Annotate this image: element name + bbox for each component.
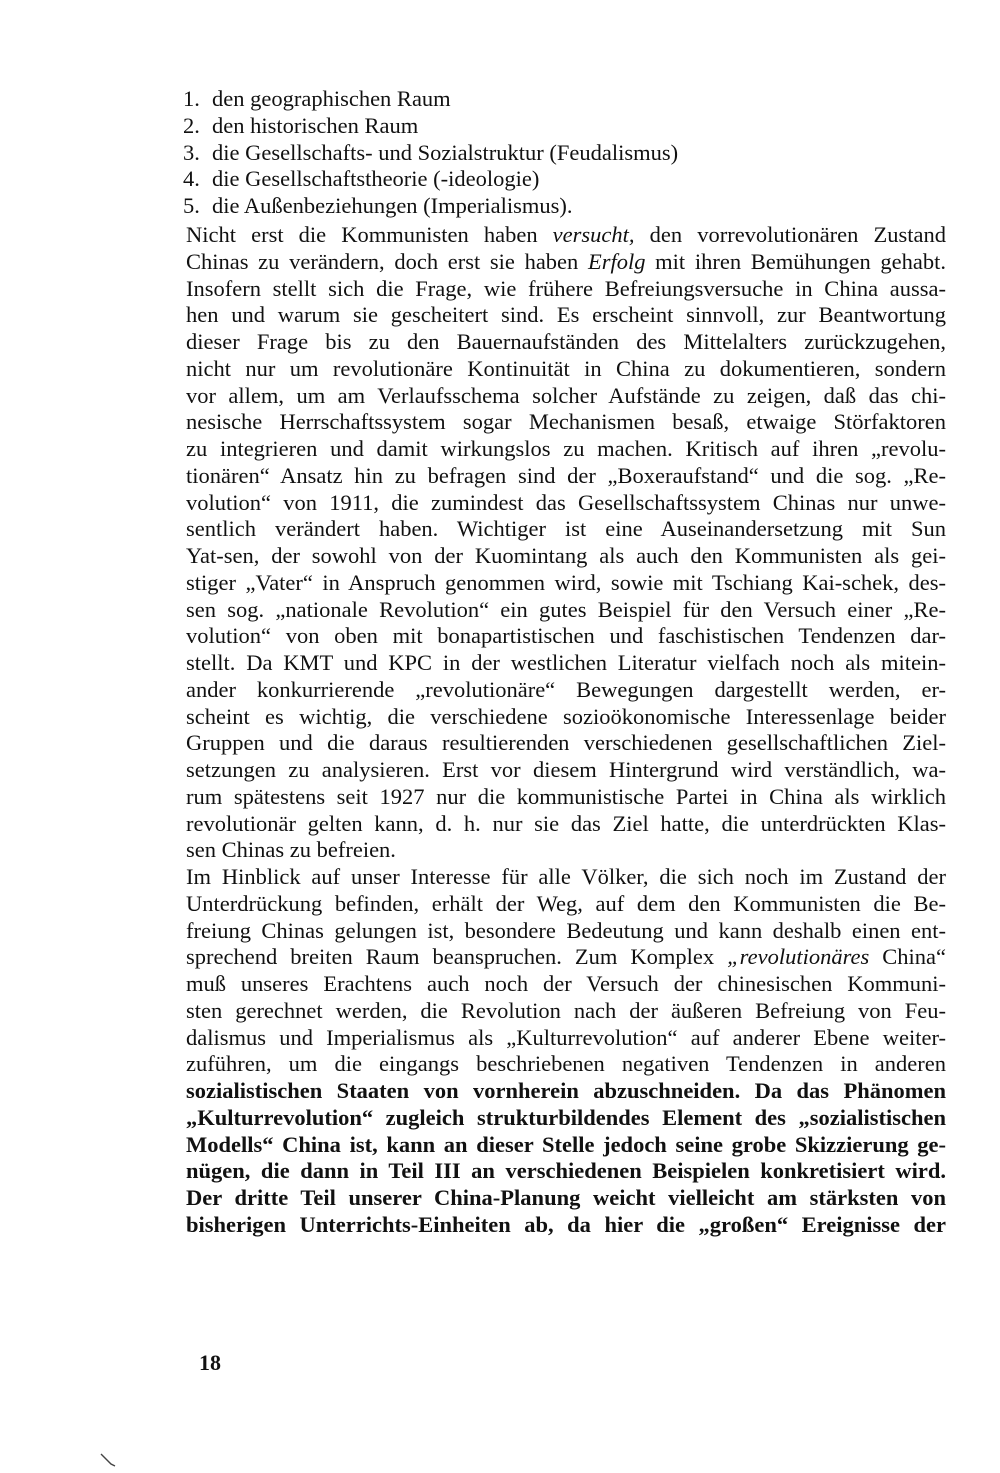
text-line: Gruppen und die daraus resultierenden verschiedenen gesellschaftlichen Ziel-	[186, 730, 946, 756]
text-segment: Nicht erst die Kommunisten haben	[186, 222, 553, 247]
list-text: die Gesellschaftstheorie (-ideologie)	[212, 166, 540, 192]
text-line: ander konkurrierende „revolutionäre“ Bewegungen dargestellt werden, er-	[186, 676, 946, 702]
text-line: rum spätestens seit 1927 nur die kommunistische Partei in China als wirklich	[186, 783, 946, 809]
emphasis-text: Erfolg	[587, 248, 646, 274]
text-line: volution“ von 1911, die zumindest das Gesellschaftssystem Chinas nur unwe-	[186, 489, 946, 515]
text-line: muß unseres Erachtens auch noch der Versuch der chinesischen Kommuni-	[186, 971, 946, 996]
text-line: stiger „Vater“ in Anspruch genommen wird, sowie mit Tschiang Kai-schek, des-	[186, 569, 946, 595]
text-line: sen sog. „nationale Revolution“ ein gutes Beispiel für den Versuch einer „Re-	[186, 596, 946, 622]
text-line: bisherigen Unterrichts-Einheiten ab, da hier die „großen“ Ereignisse der	[186, 1211, 946, 1237]
list-text: die Gesellschafts- und Sozialstruktur (Feudalismus)	[212, 139, 679, 165]
list-text: den geographischen Raum	[212, 86, 451, 111]
list-item	[183, 193, 883, 220]
text-line: freiung Chinas gelungen ist, besondere Bedeutung und kann deshalb einen ent-	[186, 917, 946, 943]
text-segment: sprechend breiten Raum beanspruchen. Zum Komplex	[186, 944, 728, 970]
text-line: setzungen zu analysieren. Erst vor diesem Hintergrund wird verständlich, wa-	[186, 757, 946, 782]
text-line: nügen, die dann in Teil III an verschiedenen Beispielen konkretisiert wird.	[186, 1158, 946, 1184]
list-text: den historischen Raum	[212, 112, 419, 138]
text-line: „Kulturrevolution“ zugleich strukturbildendes Element des „sozialistischen	[186, 1104, 946, 1130]
list-number: 1.	[183, 86, 200, 111]
text-segment: den vorrevolutionären Zustand	[634, 222, 946, 247]
text-line: zuführen, um die eingangs beschriebenen negativen Tendenzen in anderen	[186, 1051, 946, 1077]
text-line: hen und warum sie gescheitert sind. Es erscheint sinnvoll, zur Beantwortung	[186, 302, 946, 328]
emphasis-text: versucht,	[552, 222, 635, 247]
text-line: zu integrieren und damit wirkungslos zu machen. Kritisch auf ihren „revolu-	[186, 436, 946, 461]
topic-list	[183, 86, 883, 220]
text-line: sentlich verändert haben. Wichtiger ist eine Auseinandersetzung mit Sun	[186, 516, 946, 542]
body-text	[186, 222, 946, 1239]
text-line: Der dritte Teil unserer China-Planung weicht vielleicht am stärksten von	[186, 1185, 946, 1210]
text-line: Insofern stellt sich die Frage, wie frühere Befreiungsversuche in China aussa-	[186, 275, 946, 301]
text-line: revolutionär gelten kann, d. h. nur sie das Ziel hatte, die unterdrückten Klas-	[186, 810, 946, 836]
text-line: sten gerechnet werden, die Revolution nach der äußeren Befreiung von Feu-	[186, 997, 946, 1023]
text-segment: Chinas zu verändern, doch erst sie haben	[186, 248, 588, 274]
text-line: nicht nur um revolutionäre Kontinuität in China zu dokumentieren, sondern	[186, 355, 946, 381]
text-line: sen Chinas zu befreien.	[186, 837, 396, 863]
text-line: scheint es wichtig, die verschiedene sozioökonomische Interessenlage beider	[186, 703, 946, 729]
text-line: Unterdrückung befinden, erhält der Weg, auf dem den Kommunisten die Be-	[186, 890, 946, 916]
list-item	[183, 140, 883, 167]
list-number: 5.	[183, 193, 200, 219]
text-line: volution“ von oben mit bonapartistischen und faschistischen Tendenzen dar-	[186, 623, 946, 649]
text-line: Im Hinblick auf unser Interesse für alle Völker, die sich noch im Zustand der	[186, 864, 946, 889]
list-item	[183, 166, 883, 193]
list-text: die Außenbeziehungen (Imperialismus).	[212, 193, 573, 219]
list-item	[183, 113, 883, 140]
text-line: vor allem, um am Verlaufsschema solcher Aufstände zu zeigen, daß das chi-	[186, 382, 946, 408]
text-line	[186, 944, 946, 971]
page-number: 18	[199, 1350, 221, 1375]
list-item	[183, 86, 883, 113]
text-segment: China“	[869, 944, 946, 970]
scan-artifact-mark	[100, 1453, 116, 1467]
text-line: Modells“ China ist, kann an dieser Stelle jedoch seine grobe Skizzierung ge-	[186, 1131, 946, 1157]
text-segment: mit ihren Bemühungen gehabt.	[645, 248, 946, 274]
text-line: stellt. Da KMT und KPC in der westlichen Literatur vielfach noch als mitein-	[186, 650, 946, 675]
text-line: tionären“ Ansatz hin zu befragen sind der „Boxeraufstand“ und die sog. „Re-	[186, 462, 946, 488]
text-line	[186, 249, 946, 276]
text-line: sozialistischen Staaten von vornherein abzuschneiden. Da das Phänomen	[186, 1078, 946, 1103]
text-line	[186, 222, 946, 249]
text-line: Yat-sen, der sowohl von der Kuomintang als auch den Kommunisten als gei-	[186, 543, 946, 568]
emphasis-text: „revolutionäres	[727, 944, 870, 970]
text-line: dieser Frage bis zu den Bauernaufständen des Mittelalters zurückzugehen,	[186, 329, 946, 354]
text-line: dalismus und Imperialismus als „Kulturrevolution“ auf anderer Ebene weiter-	[186, 1024, 946, 1050]
list-number: 2.	[183, 112, 200, 138]
list-number: 4.	[183, 166, 200, 192]
text-line: nesische Herrschaftssystem sogar Mechanismen besaß, etwaige Störfaktoren	[186, 409, 946, 435]
list-number: 3.	[183, 139, 200, 165]
